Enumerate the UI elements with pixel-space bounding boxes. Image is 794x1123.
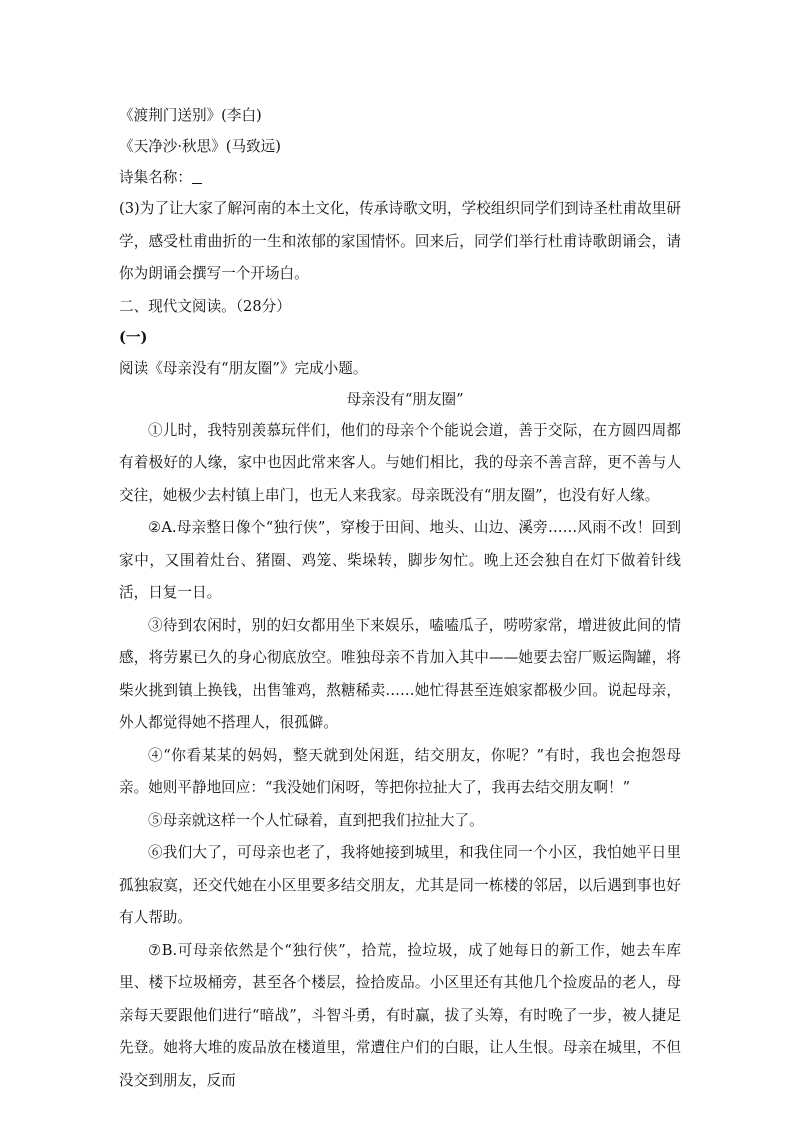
poem-line-1: 《渡荆门送别》(李白) <box>119 107 262 124</box>
collection-label: 诗集名称： <box>119 169 192 186</box>
part-label: (一) <box>119 328 148 346</box>
article-paragraph-3: ③待到农闲时，别的妇女都用坐下来娱乐，嗑嗑瓜子，唠唠家常，增进彼此间的情感，将劳累已久的身心彻底放空。唯独母亲不肯加入其中——她要去窑厂贩运陶罐，将柴火挑到镇上换钱，出售雏鸡，熬糖稀卖……她忙得甚至连娘家都极少回。说起母亲，外人都觉得她不搭理人，很孤僻。 <box>119 616 681 731</box>
document-page <box>119 100 681 1097</box>
article-paragraph-1: ①儿时，我特别羡慕玩伴们，他们的母亲个个能说会道，善于交际，在方圆四周都有着极好的人缘，家中也因此常来客人。与她们相比，我的母亲不善言辞，更不善与人交往，她极少去村镇上串门，也无人来我家。母亲既没有“朋友圈”，也没有好人缘。 <box>119 421 681 504</box>
reading-instruction: 阅读《母亲没有“朋友圈”》完成小题。 <box>119 359 368 377</box>
collection-name-line <box>119 162 681 193</box>
answer-blank <box>192 169 202 184</box>
article-paragraph-4: ④“你看某某的妈妈，整天就到处闲逛，结交朋友，你呢？”有时，我也会抱怨母亲。她则平静地回应：“我没她们闲呀，等把你拉扯大了，我再去结交朋友啊！” <box>119 746 681 796</box>
question-3: (3)为了让大家了解河南的本土文化，传承诗歌文明，学校组织同学们到诗圣杜甫故里研学，感受杜甫曲折的一生和浓郁的家国情怀。回来后，同学们举行杜甫诗歌朗诵会，请你为朗诵会撰写一个开场白。 <box>119 200 681 282</box>
article-title: 母亲没有“朋友圈” <box>346 390 464 408</box>
article-paragraph-5: ⑤母亲就这样一个人忙碌着，直到把我们拉扯大了。 <box>148 811 484 829</box>
article-paragraph-7: ⑦B.可母亲依然是个“独行侠”，拾荒，捡垃圾，成了她每日的新工作，她去车库里、楼下垃圾桶旁，甚至各个楼层，捡拾废品。小区里还有其他几个捡废品的老人，母亲每天要跟他们进行“暗战”，斗智斗勇，有时赢，拔了头筹，有时晚了一步，被人捷足先登。她将大堆的废品放在楼道里，常遭住户们的白眼，让人生恨。母亲在城里，不但没交到朋友，反而 <box>119 941 681 1089</box>
article-paragraph-2: ②A.母亲整日像个“独行侠”，穿梭于田间、地头、山边、溪旁……风雨不改！回到家中，又围着灶台、猪圈、鸡笼、柴垛转，脚步匆忙。晚上还会独自在灯下做着针线活，日复一日。 <box>119 519 681 601</box>
article-paragraph-6: ⑥我们大了，可母亲也老了，我将她接到城里，和我住同一个小区，我怕她平日里孤独寂寞，还交代她在小区里要多结交朋友，尤其是同一栋楼的邻居，以后遇到事也好有人帮助。 <box>119 844 681 926</box>
section-title: 二、现代文阅读。（28分） <box>119 297 291 315</box>
poem-line-2: 《天净沙·秋思》(马致远) <box>119 138 281 155</box>
